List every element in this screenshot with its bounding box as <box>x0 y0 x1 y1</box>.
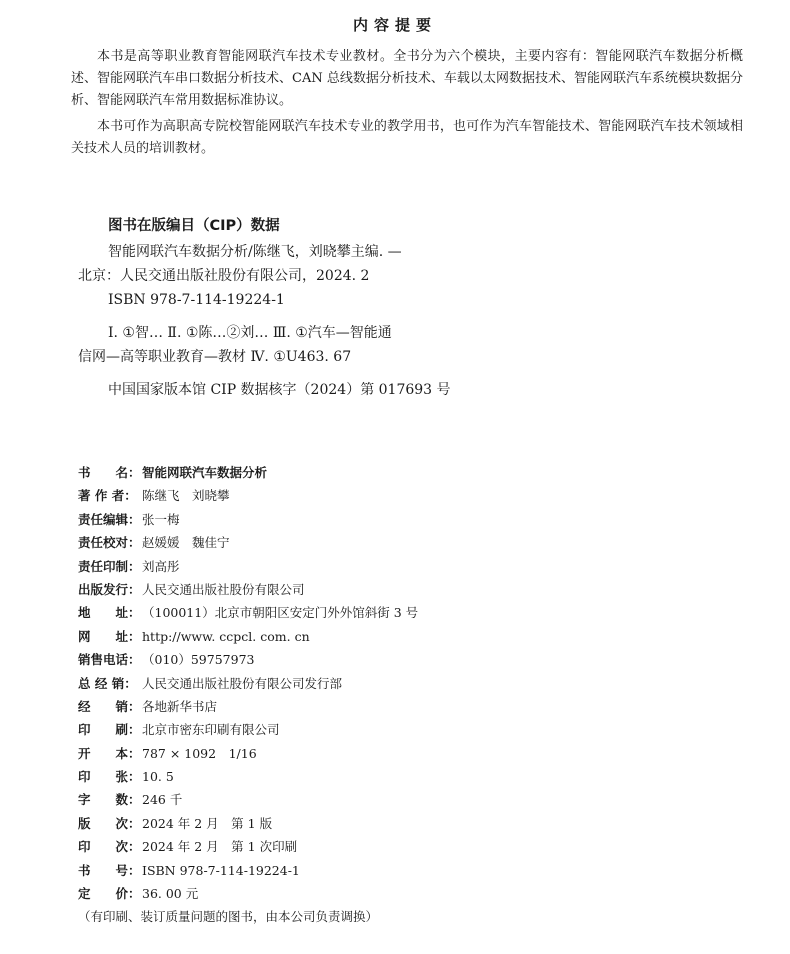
info-row-publisher: 出版发行：人民交通出版社股份有限公司 <box>78 581 305 597</box>
cip-classification-line-1: Ⅰ. ①智… Ⅱ. ①陈…②刘… Ⅲ. ①汽车—智能通 <box>108 325 392 341</box>
cip-data-block <box>78 240 758 402</box>
info-row-proofreader: 责任校对：赵媛媛 魏佳宁 <box>78 535 230 551</box>
summary-title: 内容提要 <box>352 16 437 34</box>
cip-record-line: 中国国家版本馆 CIP 数据核字（2024）第 017693 号 <box>108 382 451 398</box>
quality-footnote: （有印刷、装订质量问题的图书，由本公司负责调换） <box>78 909 379 925</box>
info-row-authors: 著 作 者： 陈继飞 刘晓攀 <box>78 488 230 504</box>
summary-paragraph-1: 本书是高等职业教育智能网联汽车技术专业教材。全书分为六个模块，主要内容有：智能网联汽车数据分析概述、智能网联汽车串口数据分析技术、CAN 总线数据分析技术、车载以太网数据技术、智能网联汽车系统模块数据分析、智能网联汽车常用数据标准协议。 <box>71 49 743 108</box>
cip-classification-line-2: 信网—高等职业教育—教材 Ⅳ. ①U463. 67 <box>78 349 352 365</box>
info-row-seller: 经 销：各地新华书店 <box>78 698 218 714</box>
book-info-list <box>78 461 758 928</box>
info-row-isbn: 书 号：ISBN 978-7-114-19224-1 <box>78 862 300 878</box>
info-row-editor: 责任编辑：张一梅 <box>78 511 180 527</box>
cip-title-line: 智能网联汽车数据分析/陈继飞，刘晓攀主编. — <box>108 244 402 260</box>
info-row-format: 开 本：787 × 1092 1/16 <box>78 745 257 761</box>
info-row-distributor: 总 经 销： 人民交通出版社股份有限公司发行部 <box>78 675 343 691</box>
info-row-printer: 印 刷：北京市密东印刷有限公司 <box>78 722 280 738</box>
info-row-printing: 印 次：2024 年 2 月 第 1 次印刷 <box>78 839 298 855</box>
info-row-sheets: 印 张：10. 5 <box>78 769 174 785</box>
info-row-title: 书 名：智能网联汽车数据分析 <box>78 465 268 480</box>
summary-paragraph-2: 本书可作为高职高专院校智能网联汽车技术专业的教学用书，也可作为汽车智能技术、智能网联汽车技术领域相关技术人员的培训教材。 <box>71 119 743 156</box>
cip-heading: 图书在版编目（CIP）数据 <box>108 218 280 234</box>
info-row-sales-phone: 销售电话：（010）59757973 <box>78 652 255 668</box>
info-row-edition: 版 次：2024 年 2 月 第 1 版 <box>78 815 273 831</box>
cip-publisher-line: 北京：人民交通出版社股份有限公司，2024. 2 <box>78 268 370 284</box>
info-row-print-manager: 责任印制：刘高彤 <box>78 558 180 574</box>
info-row-website: 网 址：http://www. ccpcl. com. cn <box>78 628 310 644</box>
info-row-word-count: 字 数：246 千 <box>78 792 183 808</box>
info-row-price: 定 价：36. 00 元 <box>78 886 199 902</box>
cip-isbn-line: ISBN 978-7-114-19224-1 <box>108 292 285 308</box>
summary-section <box>71 46 743 160</box>
info-row-address: 地 址：（100011）北京市朝阳区安定门外外馆斜街 3 号 <box>78 605 419 621</box>
